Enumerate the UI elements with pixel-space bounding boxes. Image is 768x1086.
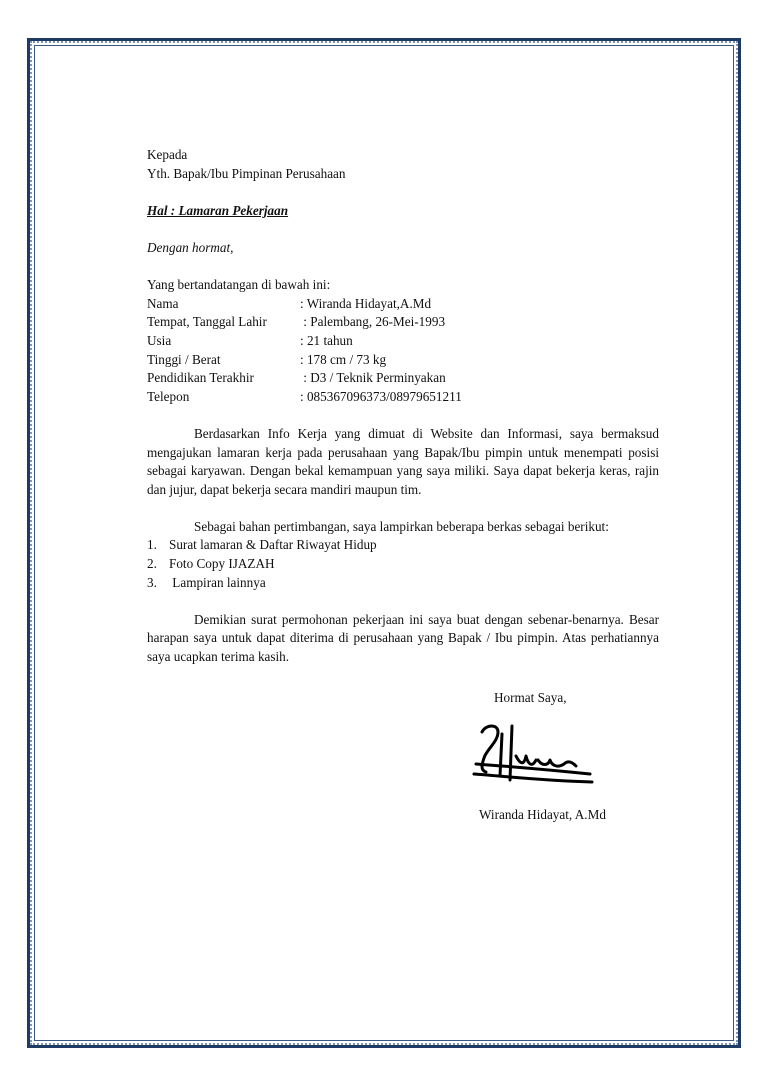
greeting: Dengan hormat, xyxy=(147,239,234,255)
letter-body xyxy=(147,146,659,667)
field-value: : 21 tahun xyxy=(300,332,353,348)
attachment-text: Lampiran lainnya xyxy=(169,574,266,590)
attachment-number: 3. xyxy=(147,574,157,590)
field-label: Tempat, Tanggal Lahir xyxy=(147,314,267,330)
attachment-text: Surat lamaran & Daftar Riwayat Hidup xyxy=(169,537,377,553)
field-row xyxy=(147,332,659,351)
paragraph-3: Demikian surat permohonan pekerjaan ini saya buat dengan sebenar-benarnya. Besar harapan saya untuk dapat diterima di perusahaan yang Bapak / Ibu pimpin. Atas perhatiannya saya ucapkan terima kasih. xyxy=(147,611,659,665)
field-label: Usia xyxy=(147,332,172,348)
attachment-number: 2. xyxy=(147,556,157,572)
field-row xyxy=(147,351,659,370)
paragraph-2: Sebagai bahan pertimbangan, saya lampirkan beberapa berkas sebagai berikut: xyxy=(194,518,609,534)
field-row xyxy=(147,388,659,407)
intro-line: Yang bertandatangan di bawah ini: xyxy=(147,277,331,293)
attachment-number: 1. xyxy=(147,537,157,553)
field-row xyxy=(147,369,659,388)
attachment-item xyxy=(147,574,659,593)
paragraph-1: Berdasarkan Info Kerja yang dimuat di Website dan Informasi, saya bermaksud mengajukan lamaran kerja pada perusahaan yang Bapak/Ibu pimpin untuk menempati posisi sebagai karyawan. Dengan bekal kemampuan yang saya miliki. Saya dapat bekerja keras, rajin dan jujur, dapat bekerja secara mandiri maupun tim. xyxy=(147,425,659,497)
field-value: : 178 cm / 73 kg xyxy=(300,351,387,367)
field-value: : Palembang, 26-Mei-1993 xyxy=(300,314,446,330)
closing-salutation: Hormat Saya, xyxy=(494,690,567,705)
signer-name: Wiranda Hidayat, A.Md xyxy=(479,807,606,822)
attachment-item xyxy=(147,536,659,555)
attachment-item xyxy=(147,555,659,574)
field-label: Pendidikan Terakhir xyxy=(147,370,254,386)
handwritten-signature xyxy=(472,720,600,790)
field-value: : 085367096373/08979651211 xyxy=(300,388,462,404)
field-label: Telepon xyxy=(147,388,190,404)
field-row xyxy=(147,313,659,332)
field-value: : D3 / Teknik Perminyakan xyxy=(300,370,446,386)
letter-subject: Hal : Lamaran Pekerjaan xyxy=(147,202,289,218)
field-label: Nama xyxy=(147,295,179,311)
attachment-text: Foto Copy IJAZAH xyxy=(169,556,275,572)
recipient-line-1: Kepada xyxy=(147,147,188,162)
field-row xyxy=(147,295,659,314)
field-label: Tinggi / Berat xyxy=(147,351,221,367)
field-value: : Wiranda Hidayat,A.Md xyxy=(300,295,432,311)
recipient-line-2: Yth. Bapak/Ibu Pimpinan Perusahaan xyxy=(147,165,346,181)
